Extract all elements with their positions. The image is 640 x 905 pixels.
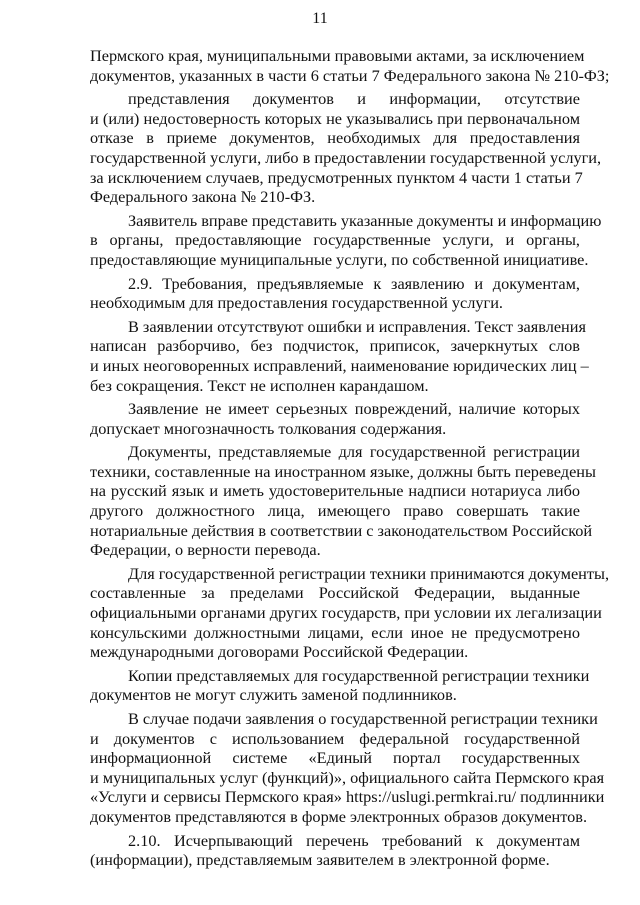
- text-line: Пермского края, муниципальными правовыми актами, за исключением: [90, 46, 585, 65]
- text-line: Федерации, о верности перевода.: [90, 540, 321, 560]
- text-line: консульскими должностными лицами, если иное не предусмотрено: [90, 622, 580, 642]
- text-line: и муниципальных услуг (функций)», официального сайта Пермского края: [90, 767, 605, 787]
- text-line: необходимым для предоставления государственной услуги.: [90, 293, 503, 313]
- page-number: 11: [312, 10, 328, 27]
- paragraph: [90, 46, 610, 85]
- text-line: Для государственной регистрации техники принимаются документы,: [128, 563, 610, 583]
- text-line: В случае подачи заявления о государственной регистрации техники: [128, 709, 598, 728]
- text-line: техники, составленные на иностранном языке, должны быть переведены: [90, 461, 596, 481]
- text-line: без сокращения. Текст не исполнен карандашом.: [90, 375, 429, 395]
- text-line: «Услуги и сервисы Пермского края» https://uslugi.permkrai.ru/ подлинники: [90, 787, 605, 807]
- text-line: предоставляющие муниципальные услуги, по собственной инициативе.: [90, 249, 589, 269]
- paragraph: [90, 274, 580, 313]
- paragraph: [90, 831, 580, 870]
- paragraph: [90, 89, 602, 207]
- text-line: за исключением случаев, предусмотренных пунктом 4 части 1 статьи 7: [90, 167, 583, 187]
- text-line: и иных неоговоренных исправлений, наименование юридических лиц –: [90, 355, 589, 375]
- text-line: в органы, предоставляющие государственные услуги, и органы,: [90, 230, 580, 250]
- paragraph: [90, 442, 596, 560]
- text-line: написан разборчиво, без подчисток, приписок, зачеркнутых слов: [90, 336, 580, 356]
- text-line: на русский язык и иметь удостоверительные надписи нотариуса либо: [90, 481, 580, 501]
- text-line: допускает многозначность толкования содержания.: [90, 418, 447, 438]
- paragraph: [90, 665, 590, 705]
- text-line: Заявление не имеет серьезных повреждений, наличие которых: [128, 399, 580, 419]
- text-line: официальными органами других государств, при условии их легализации: [90, 603, 602, 623]
- text-line: нотариальные действия в соответствии с законодательством Российской: [90, 520, 593, 540]
- paragraph: [90, 709, 605, 827]
- text-line: международными договорами Российской Федерации.: [90, 642, 469, 662]
- paragraph: [90, 210, 602, 270]
- document-body: [90, 46, 610, 870]
- text-line: Копии представляемых для государственной регистрации техники: [128, 665, 590, 685]
- text-line: составленные за пределами Российской Федерации, выданные: [90, 583, 580, 603]
- text-line: государственной услуги, либо в предоставлении государственной услуги,: [90, 147, 602, 167]
- text-line: представления документов и информации, отсутствие: [128, 89, 580, 109]
- text-line: Документы, представляемые для государственной регистрации: [128, 442, 580, 462]
- text-line: отказе в приеме документов, необходимых для предоставления: [90, 128, 580, 148]
- text-line: и (или) недостоверность которых не указывались при первоначальном: [90, 108, 580, 128]
- paragraph: [90, 399, 580, 438]
- text-line: 2.9. Требования, предъявляемые к заявлению и документам,: [128, 273, 580, 293]
- text-line: Заявитель вправе представить указанные документы и информацию: [128, 210, 602, 230]
- text-line: документов представляются в форме электронных образов документов.: [90, 806, 588, 826]
- text-line: документов, указанных в части 6 статьи 7 Федерального закона № 210-ФЗ;: [90, 65, 610, 85]
- paragraph: [90, 316, 589, 395]
- text-line: документов не могут служить заменой подлинников.: [90, 685, 457, 705]
- text-line: и документов с использованием федеральной государственной: [90, 728, 580, 748]
- text-line: Федерального закона № 210-ФЗ.: [90, 187, 316, 207]
- text-line: другого должностного лица, имеющего право совершать такие: [90, 501, 580, 521]
- text-line: 2.10. Исчерпывающий перечень требований к документам: [128, 830, 580, 850]
- text-line: В заявлении отсутствуют ошибки и исправления. Текст заявления: [128, 316, 586, 336]
- paragraph: [90, 563, 610, 662]
- text-line: (информации), представляемым заявителем в электронной форме.: [90, 850, 550, 870]
- text-line: информационной системе «Единый портал государственных: [90, 748, 580, 768]
